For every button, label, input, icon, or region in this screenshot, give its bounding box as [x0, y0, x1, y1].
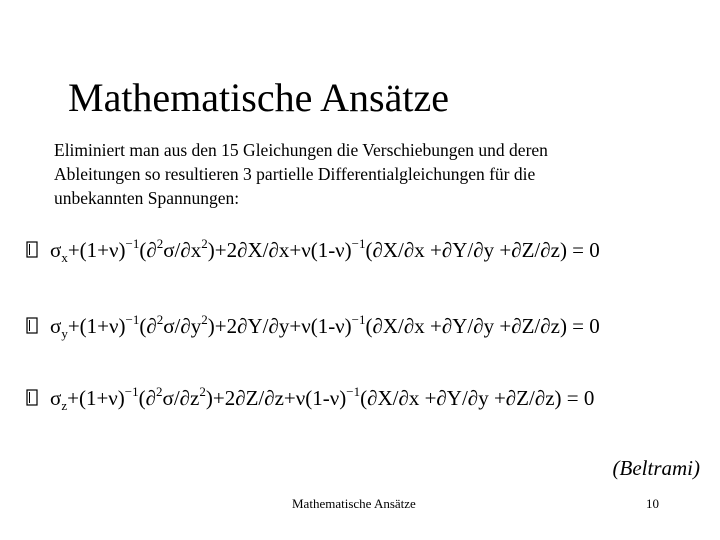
equation-subscript: y	[61, 326, 68, 341]
equation-exponent: 2	[199, 384, 206, 399]
equation-text: +(1+ν)	[67, 238, 126, 262]
equation-exponent: 2	[201, 236, 208, 251]
equation-text: σ/∂y	[163, 314, 202, 338]
equation-text: (∂X/∂x +∂Y/∂y +∂Z/∂z) = 0	[365, 238, 600, 262]
equation-text: )+2∂X/∂x+ν(1-ν)	[207, 238, 352, 262]
equation-sigma: σ	[50, 386, 62, 410]
equation-exponent: 2	[156, 236, 164, 251]
equation-text: (∂	[138, 386, 156, 410]
bullet-icon	[26, 384, 50, 412]
intro-paragraph	[54, 138, 674, 210]
equation-exponent: −1	[125, 312, 140, 327]
equation-sigma-y	[26, 312, 600, 340]
equation-text: σ/∂z	[162, 386, 200, 410]
intro-line: unbekannten Spannungen:	[54, 188, 240, 208]
equation-sigma: σ	[50, 238, 62, 262]
equation-exponent: 2	[156, 384, 163, 399]
citation: (Beltrami)	[612, 456, 700, 480]
slide-title: Mathematische Ansätze	[68, 75, 449, 120]
equation-subscript: x	[61, 250, 68, 265]
equation-exponent: 2	[156, 312, 164, 327]
equation-sigma-x	[26, 236, 600, 264]
equation-text: +(1+ν)	[67, 314, 126, 338]
equation-exponent: −1	[346, 384, 361, 399]
intro-line: Ableitungen so resultieren 3 partielle Differentialgleichungen für die	[54, 164, 536, 184]
equation-text: (∂	[139, 314, 157, 338]
footer-title: Mathematische Ansätze	[292, 496, 416, 511]
equation-text: (∂	[139, 238, 157, 262]
equation-text: σ/∂x	[163, 238, 202, 262]
equation-text: )+2∂Y/∂y+ν(1-ν)	[207, 314, 352, 338]
equation-exponent: −1	[124, 384, 139, 399]
equation-exponent: −1	[351, 312, 366, 327]
page-number: 10	[646, 496, 659, 511]
intro-line: Eliminiert man aus den 15 Gleichungen die Verschiebungen und deren	[54, 140, 548, 160]
equation-text: +(1+ν)	[67, 386, 125, 410]
equation-text: )+2∂Z/∂z+ν(1-ν)	[205, 386, 347, 410]
equation-text: (∂X/∂x +∂Y/∂y +∂Z/∂z) = 0	[365, 314, 600, 338]
equation-exponent: −1	[351, 236, 366, 251]
equation-subscript: z	[61, 398, 68, 413]
bullet-icon	[26, 312, 50, 340]
equation-sigma-z	[26, 384, 594, 412]
equation-exponent: −1	[125, 236, 140, 251]
bullet-icon	[26, 236, 50, 264]
equation-sigma: σ	[50, 314, 62, 338]
equation-exponent: 2	[201, 312, 208, 327]
equation-text: (∂X/∂x +∂Y/∂y +∂Z/∂z) = 0	[360, 386, 595, 410]
